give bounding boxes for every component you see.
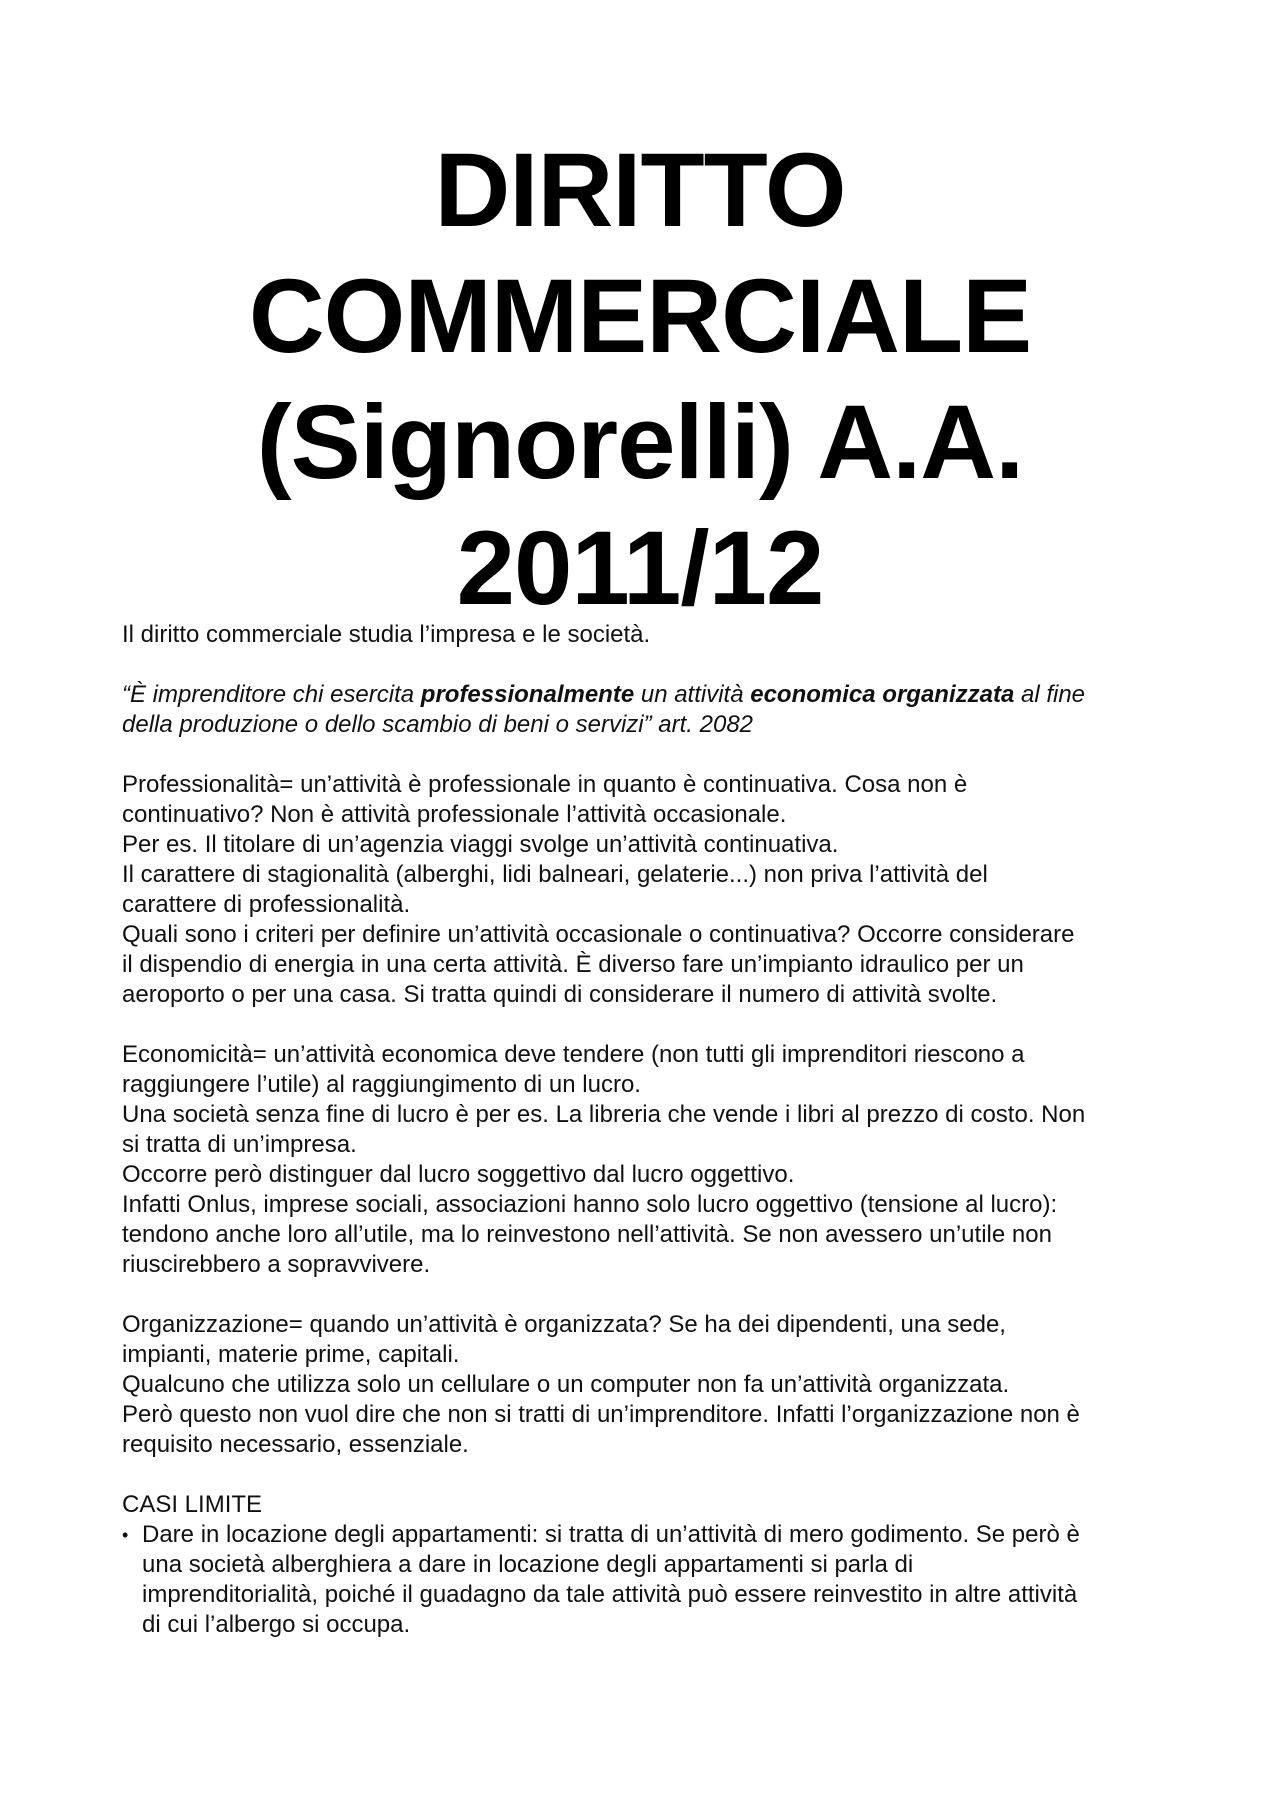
title-line-3: (Signorelli) A.A. <box>256 384 1024 501</box>
economicita-line: riuscirebbero a sopravvivere. <box>122 1251 431 1278</box>
economicita-line: tendono anche loro all’utile, ma lo reinvestono nell’attività. Se non avessero un’utile non <box>122 1221 1052 1248</box>
quote-part-3: al fine <box>1014 681 1086 708</box>
section-casi-limite <box>122 1490 1182 1640</box>
quote-part-2: un attività <box>634 681 751 708</box>
professionalita-line: carattere di professionalità. <box>122 891 411 918</box>
definition-quote <box>122 680 1182 740</box>
casi-limite-list <box>122 1520 1182 1640</box>
quote-part-1: “È imprenditore chi esercita <box>122 681 421 708</box>
list-item-line: di cui l’albergo si occupa. <box>142 1611 411 1638</box>
economicita-line: Infatti Onlus, imprese sociali, associazioni hanno solo lucro oggettivo (tensione al lucro): <box>122 1191 1058 1218</box>
document-body <box>122 620 1182 1640</box>
document-title <box>0 128 1280 632</box>
list-item-line: Dare in locazione degli appartamenti: si tratta di un’attività di mero godimento. Se però è <box>142 1521 1080 1548</box>
economicita-line: si tratta di un’impresa. <box>122 1131 357 1158</box>
title-line-2: COMMERCIALE <box>248 258 1032 375</box>
economicita-line: Occorre però distinguer dal lucro soggettivo dal lucro oggettivo. <box>122 1161 795 1188</box>
bullet-icon: • <box>122 1525 129 1545</box>
professionalita-line: il dispendio di energia in una certa attività. È diverso fare un’impianto idraulico per un <box>122 951 1024 978</box>
professionalita-line: Per es. Il titolare di un’agenzia viaggi svolge un’attività continuativa. <box>122 831 839 858</box>
quote-bold-economica-organizzata: economica organizzata <box>750 681 1015 708</box>
organizzazione-line: Organizzazione= quando un’attività è organizzata? Se ha dei dipendenti, una sede, <box>122 1311 1006 1338</box>
professionalita-line: Quali sono i criteri per definire un’attività occasionale o continuativa? Occorre considerare <box>122 921 1075 948</box>
list-item <box>122 1520 1182 1640</box>
list-item-line: imprenditorialità, poiché il guadagno da tale attività può essere reinvestito in altre attività <box>142 1581 1078 1608</box>
quote-bold-professionalmente: professionalmente <box>420 681 635 708</box>
section-organizzazione <box>122 1310 1182 1460</box>
professionalita-line: continuativo? Non è attività professionale l’attività occasionale. <box>122 801 787 828</box>
intro-paragraph: Il diritto commerciale studia l’impresa e le società. <box>122 621 651 648</box>
list-item-line: una società alberghiera a dare in locazione degli appartamenti si parla di <box>142 1551 914 1578</box>
economicita-line: Economicità= un’attività economica deve tendere (non tutti gli imprenditori riescono a <box>122 1041 1025 1068</box>
professionalita-line: Professionalità= un’attività è professionale in quanto è continuativa. Cosa non è <box>122 771 968 798</box>
organizzazione-line: impianti, materie prime, capitali. <box>122 1341 460 1368</box>
professionalita-line: aeroporto o per una casa. Si tratta quindi di considerare il numero di attività svolte. <box>122 981 998 1008</box>
quote-line-2: della produzione o dello scambio di beni o servizi” art. 2082 <box>122 711 754 738</box>
economicita-line: Una società senza fine di lucro è per es. La libreria che vende i libri al prezzo di costo. Non <box>122 1101 1086 1128</box>
section-economicita <box>122 1040 1182 1280</box>
organizzazione-line: requisito necessario, essenziale. <box>122 1431 469 1458</box>
professionalita-line: Il carattere di stagionalità (alberghi, lidi balneari, gelaterie...) non priva l’attività del <box>122 861 988 888</box>
organizzazione-line: Però questo non vuol dire che non si tratti di un’imprenditore. Infatti l’organizzazione non è <box>122 1401 1080 1428</box>
title-line-1: DIRITTO <box>434 132 846 249</box>
organizzazione-line: Qualcuno che utilizza solo un cellulare o un computer non fa un’attività organizzata. <box>122 1371 1010 1398</box>
title-line-4: 2011/12 <box>456 510 824 627</box>
casi-limite-heading: CASI LIMITE <box>122 1491 263 1518</box>
economicita-line: raggiungere l’utile) al raggiungimento di un lucro. <box>122 1071 641 1098</box>
section-professionalita <box>122 770 1182 1010</box>
